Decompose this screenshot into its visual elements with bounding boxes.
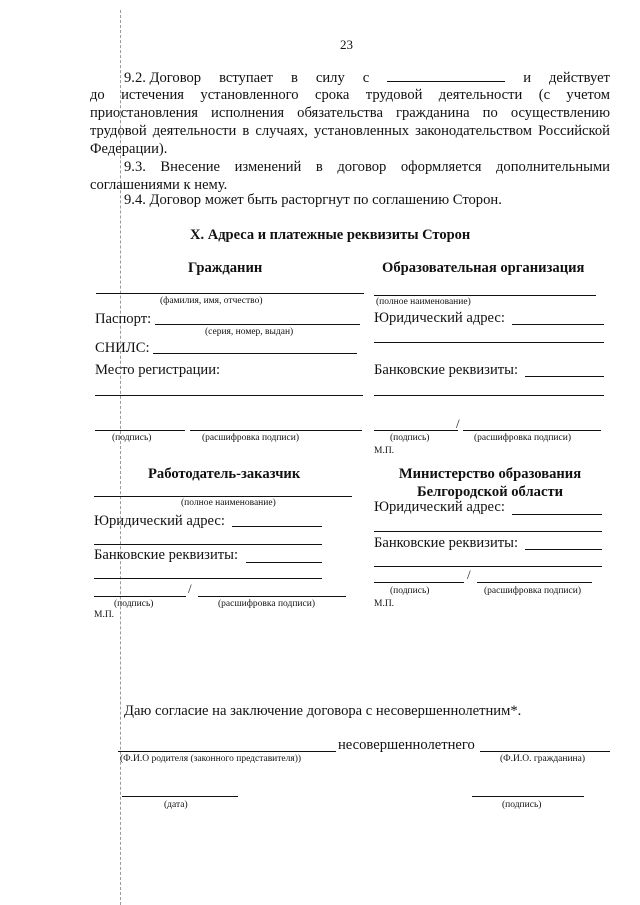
org-sign-line[interactable] xyxy=(374,430,458,431)
org-decode-caption: (расшифровка подписи) xyxy=(474,433,571,443)
citizen-sign-line[interactable] xyxy=(95,430,185,431)
citizen-fio-caption: (фамилия, имя, отчество) xyxy=(160,296,263,306)
consent-text: Даю согласие на заключение договора с несовершеннолетним*. xyxy=(124,703,522,719)
citizen-fio-line-consent[interactable] xyxy=(480,751,610,752)
ministry-sign-caption: (подпись) xyxy=(390,586,430,596)
citizen-sign-caption: (подпись) xyxy=(112,433,152,443)
citizen-passport-line[interactable] xyxy=(155,324,360,325)
clause-9-2-word: силу xyxy=(315,70,345,86)
clause-9-3-body: 9.3. Внесение изменений в договор оформляется дополнительными соглашениями к нему. xyxy=(90,159,610,193)
citizen-passport-label: Паспорт: xyxy=(95,311,152,327)
ministry-bank-label: Банковские реквизиты: xyxy=(374,535,518,551)
ministry-heading-line-1: Министерство образования xyxy=(398,466,582,482)
org-sign-caption: (подпись) xyxy=(390,433,430,443)
org-stamp-mark: М.П. xyxy=(374,446,395,456)
ministry-bank-line-2[interactable] xyxy=(374,566,602,567)
employer-sign-slash: / xyxy=(188,581,192,596)
ministry-address-label: Юридический адрес: xyxy=(374,499,505,515)
org-address-line[interactable] xyxy=(512,324,604,325)
clause-9-2-word: в xyxy=(291,70,298,86)
employer-decode-line[interactable] xyxy=(198,596,346,597)
employer-address-label: Юридический адрес: xyxy=(94,513,225,529)
ministry-decode-line[interactable] xyxy=(477,582,592,583)
citizen-snils-line[interactable] xyxy=(153,353,357,354)
clause-9-2-first-line xyxy=(124,68,610,87)
employer-decode-caption: (расшифровка подписи) xyxy=(218,599,315,609)
citizen-passport-caption: (серия, номер, выдан) xyxy=(205,327,294,337)
clause-9-2-word: 9.2. Договор xyxy=(124,70,202,86)
clause-9-2-word: действует xyxy=(549,70,610,86)
clause-9-4-text: 9.4. Договор может быть расторгнут по соглашению Сторон. xyxy=(124,192,502,208)
employer-heading: Работодатель-заказчик xyxy=(148,466,301,482)
citizen-fio-line[interactable] xyxy=(96,293,364,294)
org-address-label: Юридический адрес: xyxy=(374,310,505,326)
employer-name-line[interactable] xyxy=(94,496,352,497)
section-title: X. Адреса и платежные реквизиты Сторон xyxy=(190,227,471,243)
employer-bank-line[interactable] xyxy=(246,562,322,563)
parent-fio-caption: (Ф.И.О родителя (законного представителя)) xyxy=(120,754,302,764)
ministry-address-line[interactable] xyxy=(512,514,602,515)
ministry-heading-line-2: Белгородской области xyxy=(416,484,564,500)
employer-bank-line-2[interactable] xyxy=(94,578,322,579)
employer-address-line[interactable] xyxy=(232,526,322,527)
employer-address-line-2[interactable] xyxy=(94,544,322,545)
page-number: 23 xyxy=(340,37,353,52)
org-heading: Образовательная организация xyxy=(382,260,585,276)
org-bank-label: Банковские реквизиты: xyxy=(374,362,518,378)
ministry-sign-slash: / xyxy=(467,567,471,582)
date-blank[interactable] xyxy=(387,68,505,82)
citizen-heading: Гражданин xyxy=(188,260,263,276)
employer-bank-label: Банковские реквизиты: xyxy=(94,547,238,563)
parent-fio-line[interactable] xyxy=(118,751,336,752)
employer-sign-caption: (подпись) xyxy=(114,599,154,609)
ministry-sign-line[interactable] xyxy=(374,582,464,583)
ministry-address-line-2[interactable] xyxy=(374,531,602,532)
consent-sign-line[interactable] xyxy=(472,796,584,797)
clause-9-2-word: вступает xyxy=(219,70,274,86)
consent-sign-caption: (подпись) xyxy=(502,800,542,810)
consent-citizen-caption: (Ф.И.О. гражданина) xyxy=(500,754,585,764)
clause-9-2-text: до истечения установленного срока трудовой деятельности (с учетом приостановления исполнения обязательства гражданина по осуществлению трудовой деятельности в случаях, установленных законодательством Российской Федерации). xyxy=(90,87,610,157)
date-caption: (дата) xyxy=(164,800,188,810)
consent-minor-word: несовершеннолетнего xyxy=(338,737,475,753)
ministry-bank-line[interactable] xyxy=(525,549,602,550)
citizen-registration-line[interactable] xyxy=(95,395,363,396)
employer-name-caption: (полное наименование) xyxy=(181,498,276,508)
clause-9-2-word: с xyxy=(362,70,370,86)
org-name-line[interactable] xyxy=(374,295,596,296)
citizen-registration-label: Место регистрации: xyxy=(95,362,221,378)
citizen-snils-label: СНИЛС: xyxy=(95,340,150,356)
employer-sign-line[interactable] xyxy=(94,596,186,597)
org-name-caption: (полное наименование) xyxy=(376,297,471,307)
org-sign-slash: / xyxy=(456,416,460,431)
employer-stamp-mark: М.П. xyxy=(94,610,115,620)
date-line[interactable] xyxy=(122,796,238,797)
ministry-decode-caption: (расшифровка подписи) xyxy=(484,586,581,596)
clause-9-3-text xyxy=(90,158,610,194)
clause-9-2-word: и xyxy=(523,70,532,86)
org-bank-line-2[interactable] xyxy=(374,395,604,396)
citizen-decode-caption: (расшифровка подписи) xyxy=(202,433,299,443)
org-bank-line[interactable] xyxy=(525,376,604,377)
citizen-decode-line[interactable] xyxy=(190,430,362,431)
ministry-heading xyxy=(374,465,606,501)
org-address-line-2[interactable] xyxy=(374,342,604,343)
ministry-stamp-mark: М.П. xyxy=(374,599,395,609)
org-decode-line[interactable] xyxy=(463,430,601,431)
